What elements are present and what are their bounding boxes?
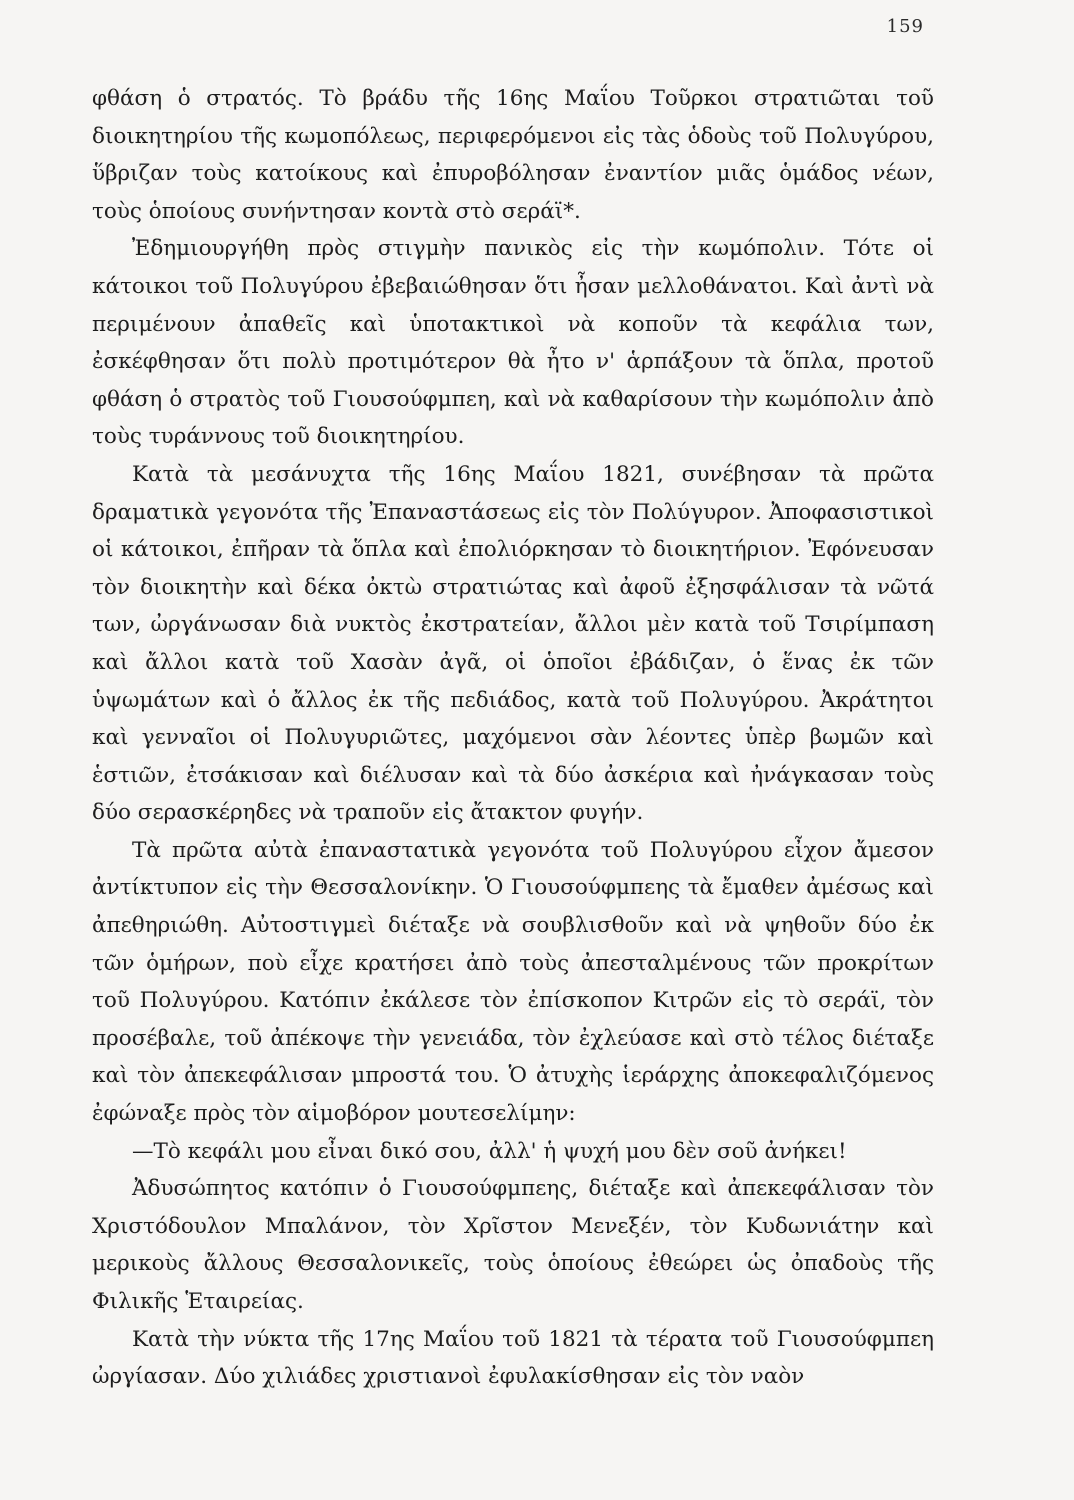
body-text xyxy=(92,80,934,1396)
paragraph-1: φθάση ὁ στρατός. Τὸ βράδυ τῆς 16ης Μαΐου Τοῦρκοι στρατιῶται τοῦ διοικητηρίου τῆς κωμοπόλεως, περιφερόμενοι εἰς τὰς ὁδοὺς τοῦ Πολυγύρου, ὕβριζαν τοὺς κατοίκους καὶ ἐπυροβόλησαν ἐναντίον μιᾶς ὁμάδος νέων, τοὺς ὁποίους συνήντησαν κοντὰ στὸ σεράϊ*. xyxy=(92,86,934,224)
page-number: 159 xyxy=(886,16,924,37)
paragraph-3: Κατὰ τὰ μεσάνυχτα τῆς 16ης Μαΐου 1821, συνέβησαν τὰ πρῶτα δραματικὰ γεγονότα τῆς Ἐπαναστάσεως εἰς τὸν Πολύγυρον. Ἀποφασιστικοὶ οἱ κάτοικοι, ἐπῆραν τὰ ὅπλα καὶ ἐπολιόρκησαν τὸ διοικητήριον. Ἐφόνευσαν τὸν διοικητὴν καὶ δέκα ὀκτὼ στρατιώτας καὶ ἀφοῦ ἐξησφάλισαν τὰ νῶτά των, ὠργάνωσαν διὰ νυκτὸς ἐκστρατείαν, ἄλλοι μὲν κατὰ τοῦ Τσιρίμπαση καὶ ἄλλοι κατὰ τοῦ Χασὰν ἀγᾶ, οἱ ὁποῖοι ἐβάδιζαν, ὁ ἕνας ἐκ τῶν ὑψωμάτων καὶ ὁ ἄλλος ἐκ τῆς πεδιάδος, κατὰ τοῦ Πολυγύρου. Ἀκράτητοι καὶ γενναῖοι οἱ Πολυγυριῶτες, μαχόμενοι σὰν λέοντες ὑπὲρ βωμῶν καὶ ἑστιῶν, ἐτσάκισαν καὶ διέλυσαν καὶ τὰ δύο ἀσκέρια καὶ ἠνάγκασαν τοὺς δύο σερασκέρηδες νὰ τραποῦν εἰς ἄτακτον φυγήν. xyxy=(92,461,934,826)
paragraph-5-quote: —Τὸ κεφάλι μου εἶναι δικό σου, ἀλλ' ἡ ψυχή μου δὲν σοῦ ἀνήκει! xyxy=(132,1138,847,1164)
paragraph-4: Τὰ πρῶτα αὐτὰ ἐπαναστατικὰ γεγονότα τοῦ Πολυγύρου εἶχον ἄμεσον ἀντίκτυπον εἰς τὴν Θεσσαλονίκην. Ὁ Γιουσούφμπεης τὰ ἔμαθεν ἀμέσως καὶ ἀπεθηριώθη. Αὐτοστιγμεὶ διέταξε νὰ σουβλισθοῦν καὶ νὰ ψηθοῦν δύο ἐκ τῶν ὁμήρων, ποὺ εἶχε κρατήσει ἀπὸ τοὺς ἀπεσταλμένους τῶν προκρίτων τοῦ Πολυγύρου. Κατόπιν ἐκάλεσε τὸν ἐπίσκοπον Κιτρῶν εἰς τὸ σεράϊ, τὸν προσέβαλε, τοῦ ἀπέκοψε τὴν γενειάδα, τὸν ἐχλεύασε καὶ στὸ τέλος διέταξε καὶ τὸν ἀπεκεφάλισαν μπροστά του. Ὁ ἀτυχὴς ἱεράρχης ἀποκεφαλιζόμενος ἐφώναξε πρὸς τὸν αἱμοβόρον μουτεσελίμην: xyxy=(92,837,934,1127)
paragraph-7: Κατὰ τὴν νύκτα τῆς 17ης Μαΐου τοῦ 1821 τὰ τέρατα τοῦ Γιουσούφμπεη ὠργίασαν. Δύο χιλιάδες χριστιανοὶ ἐφυλακίσθησαν εἰς τὸν ναὸν xyxy=(92,1326,934,1390)
paragraph-2: Ἐδημιουργήθη πρὸς στιγμὴν πανικὸς εἰς τὴν κωμόπολιν. Τότε οἱ κάτοικοι τοῦ Πολυγύρου ἐβεβαιώθησαν ὅτι ἦσαν μελλοθάνατοι. Καὶ ἀντὶ νὰ περιμένουν ἀπαθεῖς καὶ ὑποτακτικοὶ νὰ κοποῦν τὰ κεφάλια των, ἐσκέφθησαν ὅτι πολὺ προτιμότερον θὰ ἦτο ν' ἁρπάξουν τὰ ὅπλα, προτοῦ φθάση ὁ στρατὸς τοῦ Γιουσούφμπεη, καὶ νὰ καθαρίσουν τὴν κωμόπολιν ἀπὸ τοὺς τυράννους τοῦ διοικητηρίου. xyxy=(92,236,934,450)
paragraph-6: Ἀδυσώπητος κατόπιν ὁ Γιουσούφμπεης, διέταξε καὶ ἀπεκεφάλισαν τὸν Χριστόδουλον Μπαλάνον, τὸν Χρῖστον Μενεξέν, τὸν Κυδωνιάτην καὶ μερικοὺς ἄλλους Θεσσαλονικεῖς, τοὺς ὁποίους ἐθεώρει ὡς ὀπαδοὺς τῆς Φιλικῆς Ἑταιρείας. xyxy=(92,1176,934,1314)
